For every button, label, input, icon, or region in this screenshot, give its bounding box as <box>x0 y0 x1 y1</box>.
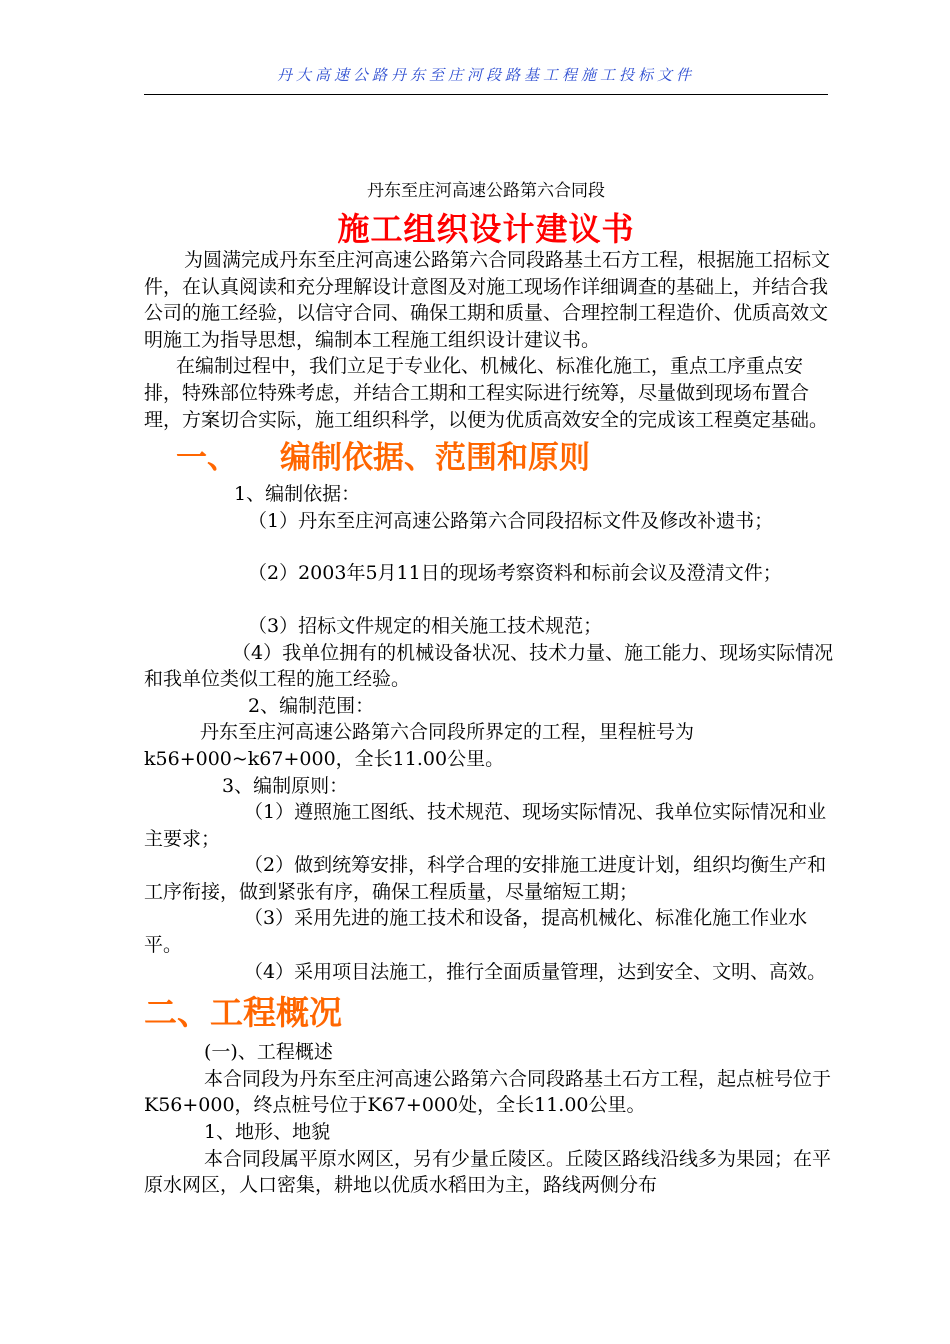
overview-text: 本合同段为丹东至庄河高速公路第六合同段路基土石方工程，起点桩号位于K56+000，终点桩号位于K67+000处，全长11.00公里。 <box>144 1067 832 1117</box>
doc-subtitle: 丹东至庄河高速公路第六合同段 <box>367 181 605 201</box>
running-header: 丹大高速公路丹东至庄河段路基工程施工投标文件 <box>276 68 695 84</box>
section-1-title: 编制依据、范围和原则 <box>280 440 590 477</box>
intro-paragraph-2: 在编制过程中，我们立足于专业化、机械化、标准化施工，重点工序重点安排，特殊部位特殊考虑，并结合工期和工程实际进行统筹，尽量做到现场布置合理，方案切合实际，施工组织科学，以便为优质高效安全的完成该工程奠定基础。 <box>144 355 829 431</box>
basis-item-3: （3）招标文件规定的相关施工技术规范； <box>248 614 603 637</box>
principle-item-2: （2）做到统筹安排，科学合理的安排施工进度计划，组织均衡生产和工序衔接，做到紧张有序，确保工程质量，尽量缩短工期； <box>144 854 827 903</box>
scope-label: 2、编制范围： <box>248 694 375 717</box>
principle-label: 3、编制原则： <box>222 774 349 797</box>
section-1-heading <box>144 435 834 481</box>
principle-item-4: （4）采用项目法施工，推行全面质量管理，达到安全、文明、高效。 <box>244 960 827 983</box>
basis-item-1: （1）丹东至庄河高速公路第六合同段招标文件及修改补遗书； <box>248 509 774 532</box>
doc-body <box>144 247 834 1199</box>
terrain-text: 本合同段属平原水网区，另有少量丘陵区。丘陵区路线沿线多为果园；在平原水网区，人口密集，耕地以优质水稻田为主，路线两侧分布 <box>144 1147 832 1197</box>
principle-item-3: （3）采用先进的施工技术和设备，提高机械化、标准化施工作业水平。 <box>144 907 808 957</box>
section-2-heading: 二、工程概况 <box>144 993 342 1033</box>
basis-item-2: （2）2003年5月11日的现场考察资料和标前会议及澄清文件； <box>248 562 782 585</box>
intro-paragraph-1: 为圆满完成丹东至庄河高速公路第六合同段路基土石方工程，根据施工招标文件，在认真阅读和充分理解设计意图及对施工现场作详细调查的基础上，并结合我公司的施工经验，以信守合同、确保工期和质量、合理控制工程造价、优质高效文明施工为指导思想，编制本工程施工组织设计建议书。 <box>144 249 831 351</box>
header-rule <box>144 94 828 95</box>
terrain-label: 1、地形、地貌 <box>204 1121 331 1144</box>
scope-text: 丹东至庄河高速公路第六合同段所界定的工程，里程桩号为k56+000~k67+000，全长11.00公里。 <box>144 721 695 770</box>
principle-item-1: （1）遵照施工图纸、技术规范、现场实际情况、我单位实际情况和业主要求； <box>144 801 827 850</box>
basis-label: 1、编制依据： <box>234 483 361 506</box>
doc-title: 施工组织设计建议书 <box>337 210 635 248</box>
basis-item-4: （4）我单位拥有的机械设备状况、技术力量、施工能力、现场实际情况和我单位类似工程的施工经验。 <box>144 641 834 691</box>
section-1-number: 一、 <box>176 440 238 477</box>
overview-label: (一)、工程概述 <box>204 1041 333 1064</box>
